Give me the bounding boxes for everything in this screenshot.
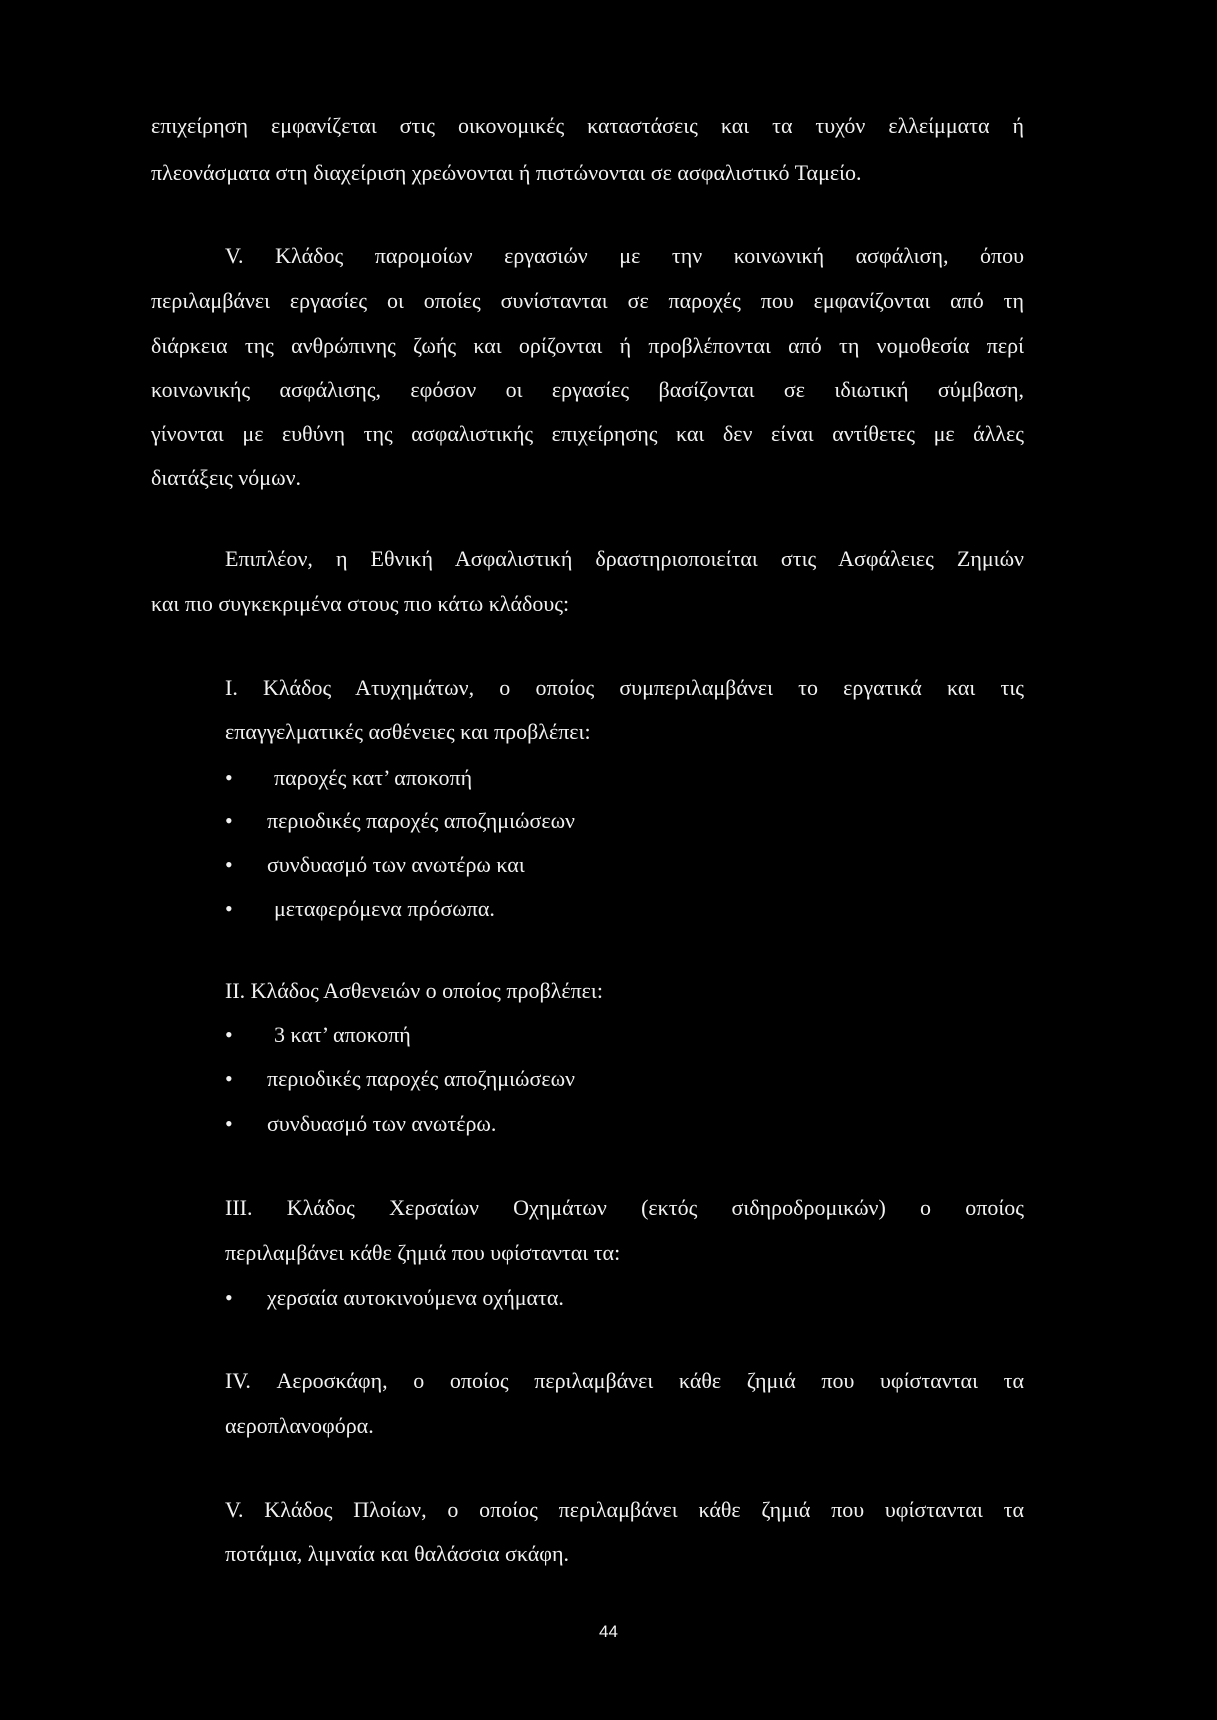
section-heading: I. Κλάδος Ατυχημάτων, ο οποίος συμπεριλαμβάνει το εργατικά και τις [225,675,1024,700]
text-line: επιχείρηση εμφανίζεται στις οικονομικές καταστάσεις και τα τυχόν ελλείμματα ή [151,113,1024,138]
bullet-icon: • [225,896,233,921]
section-heading: V. Κλάδος Πλοίων, ο οποίος περιλαμβάνει κάθε ζημιά που υφίστανται τα [225,1497,1024,1522]
text-line: επαγγελματικές ασθένειες και προβλέπει: [225,719,591,744]
list-item [225,1111,496,1137]
list-item [225,808,575,834]
text-line: περιλαμβάνει κάθε ζημιά που υφίστανται τα: [225,1240,621,1265]
section-heading: III. Κλάδος Χερσαίων Οχημάτων (εκτός σιδηροδρομικών) ο οποίος [225,1195,1024,1220]
text-line: ποτάμια, λιμναία και θαλάσσια σκάφη. [225,1541,569,1566]
bullet-icon: • [225,1066,233,1091]
list-item [225,896,495,922]
page-number: 44 [599,1622,618,1641]
list-item-text: συνδυασμό των ανωτέρω και [267,852,525,877]
list-item [225,765,472,791]
text-line: V. Κλάδος παρομοίων εργασιών με την κοινωνική ασφάλιση, όπου [225,243,1024,268]
list-item-text: περιοδικές παροχές αποζημιώσεων [267,1066,575,1091]
list-item-text: περιοδικές παροχές αποζημιώσεων [267,808,575,833]
text-line: γίνονται με ευθύνη της ασφαλιστικής επιχείρησης και δεν είναι αντίθετες με άλλες [151,421,1024,446]
text-line: αεροπλανοφόρα. [225,1413,374,1438]
bullet-icon: • [225,765,233,790]
bullet-icon: • [225,1285,233,1310]
list-item-text: 3 κατ’ αποκοπή [274,1022,411,1047]
bullet-icon: • [225,1022,233,1047]
text-line: διάρκεια της ανθρώπινης ζωής και ορίζονται ή προβλέπονται από τη νομοθεσία περί [151,333,1024,358]
list-item-text: συνδυασμό των ανωτέρω. [267,1111,497,1136]
list-item-text: παροχές κατ’ αποκοπή [274,765,473,790]
list-item [225,852,525,878]
text-line: Επιπλέον, η Εθνική Ασφαλιστική δραστηριοποιείται στις Ασφάλειες Ζημιών [225,546,1024,571]
list-item-text: μεταφερόμενα πρόσωπα. [274,896,495,921]
list-item [225,1285,564,1311]
section-heading: IV. Αεροσκάφη, ο οποίος περιλαμβάνει κάθε ζημιά που υφίστανται τα [225,1368,1024,1393]
list-item-text: χερσαία αυτοκινούμενα οχήματα. [267,1285,564,1310]
text-line: και πιο συγκεκριμένα στους πιο κάτω κλάδους: [151,591,570,616]
bullet-icon: • [225,852,233,877]
section-heading: II. Κλάδος Ασθενειών ο οποίος προβλέπει: [225,978,603,1003]
bullet-icon: • [225,808,233,833]
text-line: διατάξεις νόμων. [151,465,302,490]
text-line: περιλαμβάνει εργασίες οι οποίες συνίστανται σε παροχές που εμφανίζονται από τη [151,288,1024,313]
text-line: πλεονάσματα στη διαχείριση χρεώνονται ή πιστώνονται σε ασφαλιστικό Ταμείο. [151,160,862,185]
list-item [225,1066,575,1092]
text-line: κοινωνικής ασφάλισης, εφόσον οι εργασίες βασίζονται σε ιδιωτική σύμβαση, [151,377,1024,402]
list-item [225,1022,411,1048]
bullet-icon: • [225,1111,233,1136]
